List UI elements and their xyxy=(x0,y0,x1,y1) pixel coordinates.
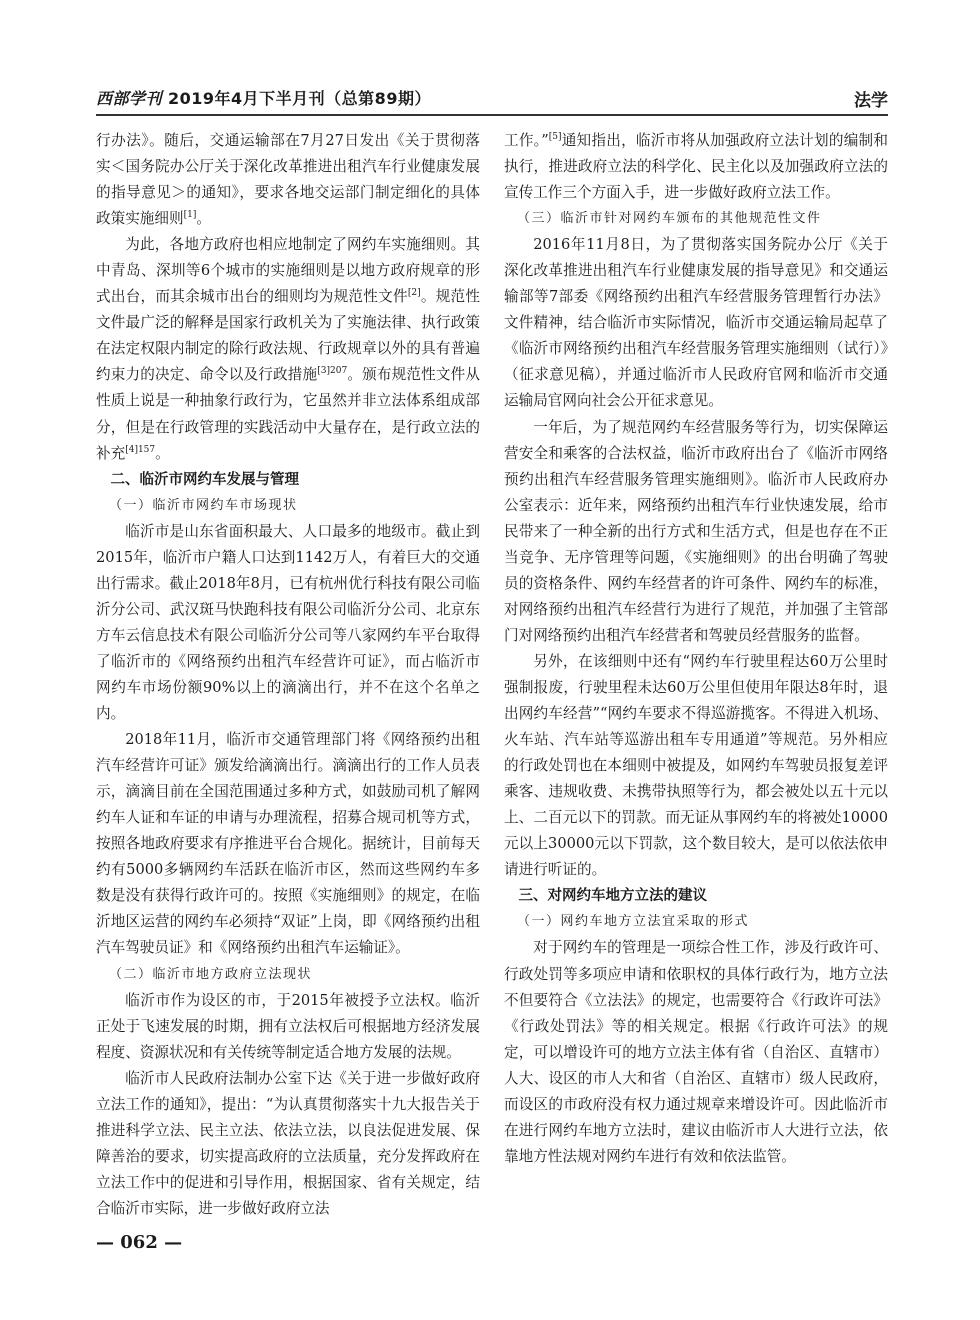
subsection-heading: （二）临沂市地方政府立法现状 xyxy=(109,966,313,982)
section-title: 法学 xyxy=(854,91,888,111)
citation-ref: [1] xyxy=(183,210,197,221)
page-number: — 062 — xyxy=(96,1232,183,1253)
paragraph: 临沂市作为设区的市，于2015年被授予立法权。临沂正处于飞速发展的时期，拥有立法权后可根据地方经济发展程度、资源状况和有关传统等制定适合地方发展的法规。 xyxy=(96,991,480,1061)
running-header xyxy=(96,78,888,116)
right-column xyxy=(504,128,888,1170)
citation-ref: [4]157 xyxy=(125,444,156,455)
journal-logo: 西部学刊 xyxy=(96,89,163,108)
paragraph: 2018年11月，临沂市交通管理部门将《网络预约出租汽车经营许可证》颁发给滴滴出行。滴滴出行的工作人员表示，滴滴目前在全国范围通过多种方式，如鼓励司机了解网约车人证和车证的申请与办理流程，招募合规司机等方式，按照各地政府要求有序推进平台合规化。据统计，目前每天约有5000多辆网约车活跃在临沂市区，然而这些网约车多数是没有获得行政许可的。按照《实施细则》的规定，在临沂地区运营的网约车必须持“双证”上岗，即《网络预约出租汽车驾驶员证》和《网络预约出租汽车运输证》。 xyxy=(96,731,480,957)
paragraph: 工作。”[5]通知指出，临沂市将从加强政府立法计划的编制和执行，推进政府立法的科学化、民主化以及加强政府立法的宣传工作三个方面入手，进一步做好政府立法工作。 xyxy=(504,132,888,202)
citation-ref: [3]207 xyxy=(317,366,348,377)
paragraph: 临沂市人民政府法制办公室下达《关于进一步做好政府立法工作的通知》，提出：“为认真贯彻落实十九大报告关于推进科学立法、民主立法、依法立法，以良法促进发展、保障善治的要求，切实提高政府的立法质量，充分发挥政府在立法工作中的促进和引导作用，根据国家、省有关规定，结合临沂市实际，进一步做好政府立法 xyxy=(96,1069,480,1217)
paragraph: 一年后，为了规范网约车经营服务等行为，切实保障运营安全和乘客的合法权益，临沂市政府出台了《临沂市网络预约出租汽车经营服务管理实施细则》。临沂市人民政府办公室表示：近年来，网络预约出租汽车行业快速发展，给市民带来了一种全新的出行方式和生活方式，但是也存在不正当竞争、无序管理等问题，《实施细则》的出台明确了驾驶员的资格条件、网约车经营者的许可条件、网约车的标准，对网络预约出租汽车经营行为进行了规范，并加强了主管部门对网络预约出租汽车经营者和驾驶员经营服务的监督。 xyxy=(504,418,888,644)
subsection-heading: （一）网约车地方立法宜采取的形式 xyxy=(517,914,750,930)
section-heading: 三、对网约车地方立法的建议 xyxy=(518,888,707,905)
paragraph: 2016年11月8日，为了贯彻落实国务院办公厅《关于深化改革推进出租汽车行业健康发展的指导意见》和交通运输部等7部委《网络预约出租汽车经营服务管理暂行办法》文件精神，结合临沂市实际情况，临沂市交通运输局起草了《临沂市网络预约出租汽车经营服务管理实施细则（试行）》（征求意见稿），并通过临沂市人民政府官网和临沂市交通运输局官网向社会公开征求意见。 xyxy=(504,236,888,410)
paragraph: 对于网约车的管理是一项综合性工作，涉及行政许可、行政处罚等多项应申请和依职权的具体行政行为，地方立法不但要符合《立法法》的规定，也需要符合《行政许可法》《行政处罚法》等的相关规定。根据《行政许可法》的规定，可以增设许可的地方立法主体有省（自治区、直辖市）人大、设区的市人大和省（自治区、直辖市）级人民政府，而设区的市政府没有权力通过规章来增设许可。因此临沂市在进行网约车地方立法时，建议由临沂市人大进行立法，依靠地方性法规对网约车进行有效和依法监管。 xyxy=(504,939,888,1165)
section-heading: 二、临沂市网约车发展与管理 xyxy=(110,471,299,488)
subsection-heading: （一）临沂市网约车市场现状 xyxy=(109,497,298,513)
paragraph: 另外，在该细则中还有“网约车行驶里程达60万公里时强制报废，行驶里程未达60万公里但使用年限达8年时，退出网约车经营”“网约车要求不得巡游揽客。不得进入机场、火车站、汽车站等巡游出租车专用通道”等规范。另外相应的行政处罚也在本细则中被提及，如网约车驾驶员报复差评乘客、违规收费、未携带执照等行为，都会被处以五十元以上、二百元以下的罚款。而无证从事网约车的将被处10000元以上30000元以下罚款，这个数目较大，是可以依法依申请进行听证的。 xyxy=(504,652,888,879)
citation-ref: [5] xyxy=(548,132,562,143)
paragraph: 临沂市是山东省面积最大、人口最多的地级市。截止到2015年，临沂市户籍人口达到1142万人，有着巨大的交通出行需求。截止2018年8月，已有杭州优行科技有限公司临沂分公司、武汉斑马快跑科技有限公司临沂分公司、北京东方车云信息技术有限公司临沂分公司等八家网约车平台取得了临沂市的《网络预约出租汽车经营许可证》，而占临沂市网约车市场份额90%以上的滴滴出行，并不在这个名单之内。 xyxy=(96,522,480,723)
paragraph: 行办法》。随后，交通运输部在7月27日发出《关于贯彻落实＜国务院办公厅关于深化改革推进出租汽车行业健康发展的指导意见＞的通知》，要求各地交运部门制定细化的具体政策实施细则[1]。 xyxy=(96,132,480,228)
citation-ref: [2] xyxy=(407,288,421,299)
left-column xyxy=(96,128,480,1222)
journal-info xyxy=(96,86,431,109)
paragraph: 为此，各地方政府也相应地制定了网约车实施细则。其中青岛、深圳等6个城市的实施细则是以地方政府规章的形式出台，而其余城市出台的细则均为规范性文件[2]。规范性文件最广泛的解释是国家行政机关为了实施法律、执行政策在法定权限内制定的除行政法规、行政规章以外的具有普遍约束力的决定、命令以及行政措施$^{[3]207}$。颁布规范性文件从性质上说是一种抽象行政行为，它虽然并非立法体系组成部分，但是在行政管理的实践活动中大量存在，是行政立法的补充$^{[4]157}$。 xyxy=(96,236,480,462)
issue-info: 2019年4月下半月刊（总第89期） xyxy=(168,89,431,108)
subsection-heading: （三）临沂市针对网约车颁布的其他规范性文件 xyxy=(517,211,822,227)
